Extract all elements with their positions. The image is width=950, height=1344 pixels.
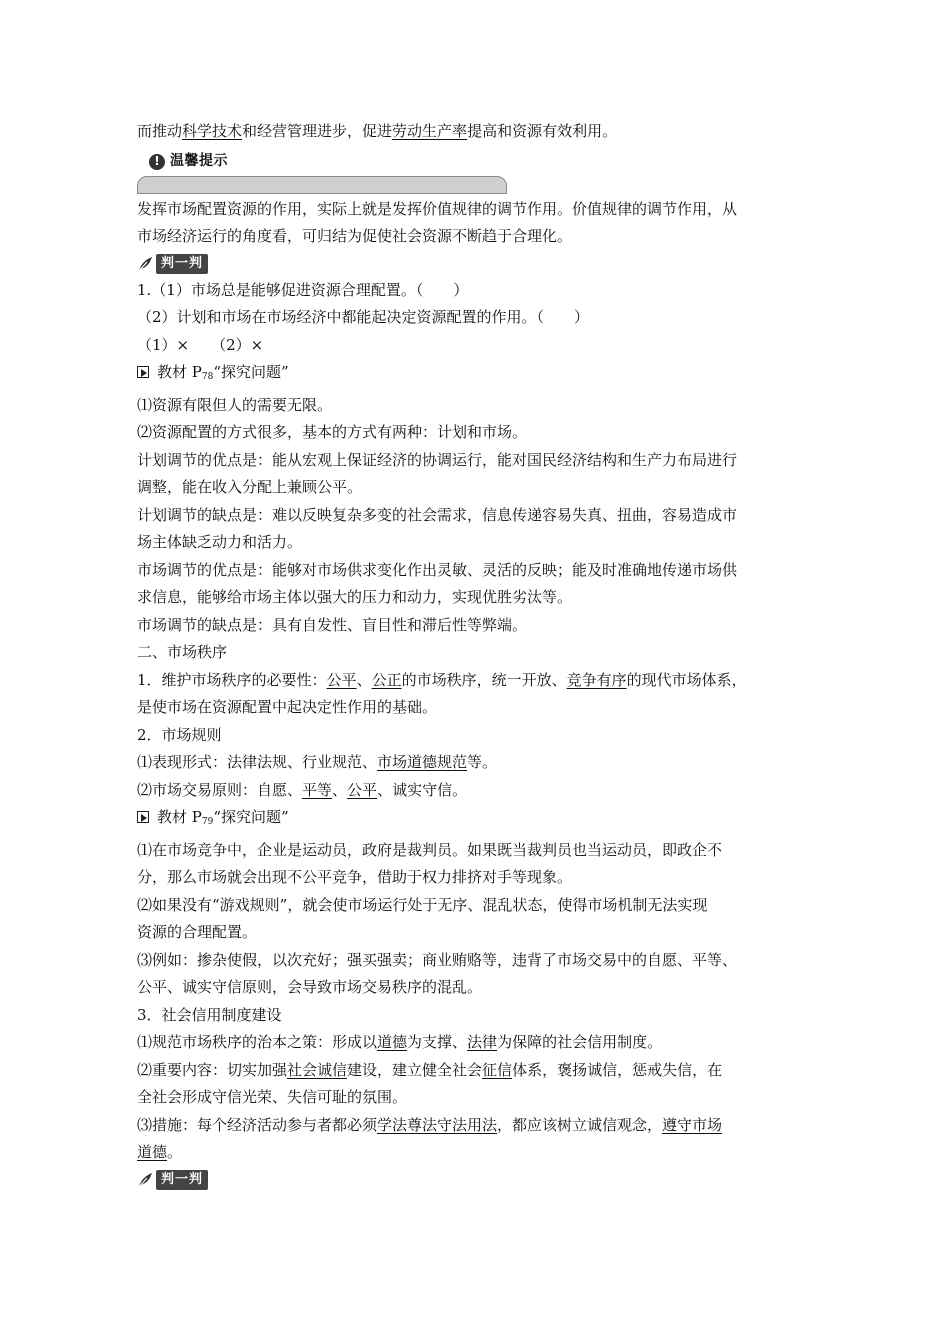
text: ⑵重要内容：切实加强: [137, 1060, 288, 1079]
text: 、: [356, 670, 372, 689]
text: 提高和资源有效利用。: [467, 122, 618, 140]
text-line: [137, 777, 827, 805]
textbook-reference: [137, 804, 827, 837]
text: “探究问题”: [213, 363, 289, 381]
text: ⑵市场交易原则：自愿、: [137, 780, 303, 799]
answer-text: （1）×: [137, 335, 190, 354]
play-triangle-icon: [137, 811, 149, 823]
text-line: 调整，能在收入分配上兼顾公平。: [137, 478, 363, 496]
text: 教材 P: [157, 363, 202, 381]
underlined-term: 公正: [371, 670, 402, 689]
page-subscript: 78: [201, 372, 214, 382]
text-line: 资源的合理配置。: [137, 923, 258, 941]
text-line: [137, 1057, 827, 1085]
text: 而推动: [137, 122, 183, 140]
text-line: [137, 1029, 827, 1057]
underlined-term: 科学技术: [182, 122, 243, 140]
text-line: ⑵资源配置的方式很多，基本的方式有两种：计划和市场。: [137, 423, 528, 441]
text-line: ⑴在市场竞争中，企业是运动员，政府是裁判员。如果既当裁判员也当运动员，即政企不: [137, 840, 723, 859]
text-line: [137, 749, 827, 777]
tip-header: [137, 148, 827, 176]
textbook-reference: [137, 359, 827, 392]
tip-divider-bar: [137, 176, 507, 194]
play-triangle-icon: [137, 366, 149, 378]
exclamation-icon: !: [149, 154, 165, 170]
tip-text-line: 发挥市场配置资源的作用，实际上就是发挥价值规律的调节作用。价值规律的调节作用，从: [137, 199, 738, 218]
subheading: 2．市场规则: [137, 725, 222, 744]
leaf-icon: [137, 255, 155, 273]
text-line: 计划调节的优点是：能从宏观上保证经济的协调运行，能对国民经济结构和生产力布局进行: [137, 450, 738, 469]
underlined-term: 学法尊法守法用法: [377, 1115, 498, 1134]
text-line: ⑶例如：掺杂使假，以次充好；强买强卖；商业贿赂等，违背了市场交易中的自愿、平等、: [137, 950, 738, 969]
text: 的现代市场体系，: [626, 670, 747, 689]
text-line: 全社会形成守信光荣、失信可耻的氛围。: [137, 1088, 408, 1106]
underlined-term: 征信: [482, 1060, 513, 1079]
text: 的市场秩序，统一开放、: [401, 670, 567, 689]
underlined-term: 竞争有序: [566, 670, 627, 689]
text-line: 市场调节的缺点是：具有自发性、盲目性和滞后性等弊端。: [137, 615, 528, 634]
text-line: 场主体缺乏动力和活力。: [137, 533, 303, 551]
answer-line: [137, 332, 827, 360]
underlined-term: 道德: [137, 1143, 168, 1161]
answer-text: （2）×: [211, 335, 264, 354]
text-line: 求信息，能够给市场主体以强大的压力和动力，实现优胜劣汰等。: [137, 588, 573, 606]
text: 体系，褒扬诚信，惩戒失信，在: [512, 1060, 723, 1079]
text-line: 市场调节的优点是：能够对市场供求变化作出灵敏、灵活的反映；能及时准确地传递市场供: [137, 560, 738, 579]
text: 1．维护市场秩序的必要性：: [137, 670, 327, 689]
text: ⑴规范市场秩序的治本之策：形成以: [137, 1033, 378, 1051]
tip-text-line: 市场经济运行的角度看，可归结为促使社会资源不断趋于合理化。: [137, 227, 573, 245]
underlined-term: 道德: [377, 1033, 408, 1051]
underlined-term: 劳动生产率: [392, 122, 468, 140]
judge-badge: [137, 251, 827, 277]
text: 教材 P: [157, 808, 202, 826]
text: ⑶措施：每个经济活动参与者都必须: [137, 1115, 378, 1134]
page-subscript: 79: [201, 817, 214, 827]
tip-title: 温馨提示: [170, 152, 228, 169]
underlined-term: 市场道德规范: [377, 753, 468, 771]
text: 和经营管理进步，促进: [242, 122, 393, 140]
underlined-term: 遵守市场: [662, 1115, 723, 1134]
underlined-term: 平等: [302, 780, 333, 799]
underlined-term: 公平: [347, 780, 378, 799]
text: ⑴表现形式：法律法规、行业规范、: [137, 753, 378, 771]
judge-badge: [137, 1167, 827, 1193]
text-line: [137, 1112, 827, 1140]
text-line: 计划调节的缺点是：难以反映复杂多变的社会需求，信息传递容易失真、扭曲，容易造成市: [137, 505, 738, 524]
underlined-term: 公平: [326, 670, 357, 689]
underlined-term: 社会诚信: [287, 1060, 348, 1079]
judge-label: 判一判: [156, 254, 208, 274]
text: 、诚实守信。: [377, 780, 468, 799]
text: ，都应该树立诚信观念，: [497, 1115, 663, 1134]
underlined-term: 法律: [467, 1033, 498, 1051]
text: “探究问题”: [213, 808, 289, 826]
text-line: [137, 118, 827, 146]
section-heading: 二、市场秩序: [137, 643, 228, 661]
text-line: 公平、诚实守信原则，会导致市场交易秩序的混乱。: [137, 978, 483, 996]
text: 建设，建立健全社会: [347, 1060, 483, 1079]
text-line: [137, 667, 827, 695]
document-body: [137, 118, 827, 1193]
question-line: 1.（1）市场总是能够促进资源合理配置。（ ）: [137, 280, 469, 299]
text-line: ⑵如果没有“游戏规则”，就会使市场运行处于无序、混乱状态，使得市场机制无法实现: [137, 895, 708, 914]
text-line: ⑴资源有限但人的需要无限。: [137, 395, 333, 414]
subheading: 3．社会信用制度建设: [137, 1005, 282, 1024]
question-line: （2）计划和市场在市场经济中都能起决定资源配置的作用。（ ）: [137, 308, 590, 326]
text-line: 是使市场在资源配置中起决定性作用的基础。: [137, 698, 438, 716]
text: 。: [167, 1143, 183, 1161]
judge-label: 判一判: [156, 1170, 208, 1190]
text: 为支撑、: [407, 1033, 468, 1051]
text: 、: [332, 780, 348, 799]
text: 等。: [467, 753, 498, 771]
leaf-icon: [137, 1171, 155, 1189]
text: 为保障的社会信用制度。: [497, 1033, 663, 1051]
text-line: [137, 1139, 827, 1167]
text-line: 分，那么市场就会出现不公平竞争，借助于权力排挤对手等现象。: [137, 868, 573, 886]
